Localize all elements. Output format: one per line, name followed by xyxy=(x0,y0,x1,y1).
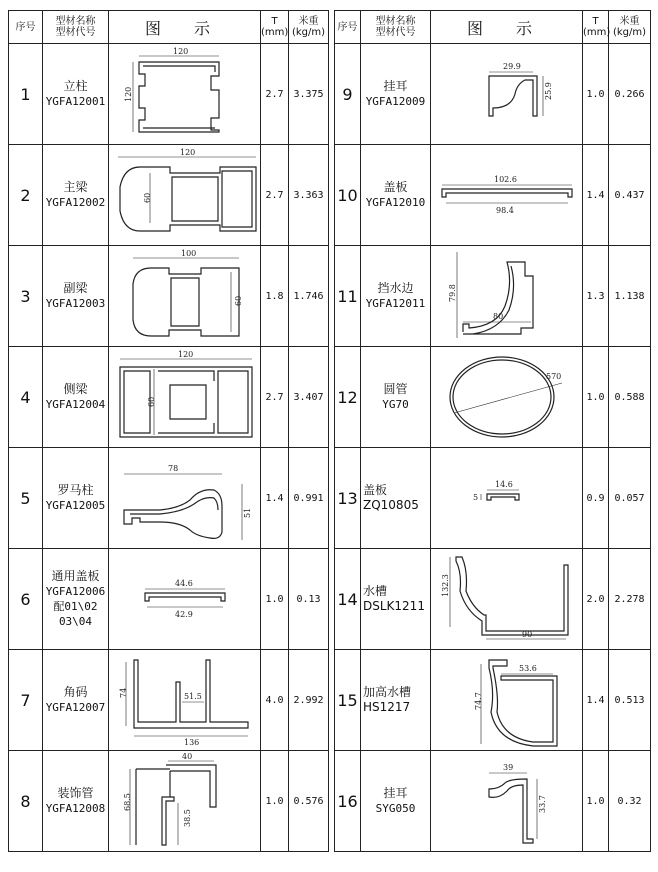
thickness-value: 2.7 xyxy=(261,145,289,246)
water-stop-edge-drawing xyxy=(437,248,577,344)
header-t-label: T xyxy=(271,16,278,27)
dim-height: 74 xyxy=(118,687,128,698)
header-type-name: 型材名称 xyxy=(55,16,96,27)
profile-name-text: 挂耳 xyxy=(383,786,408,800)
weight-value: 0.513 xyxy=(609,650,651,751)
roman-column-drawing xyxy=(110,450,260,546)
header-w-unit: (kg/m) xyxy=(612,27,647,38)
profile-figure xyxy=(431,751,583,852)
profile-name-text: 立柱 xyxy=(63,79,88,93)
profile-name xyxy=(43,751,109,852)
profile-name xyxy=(43,347,109,448)
row-number: 9 xyxy=(335,44,361,145)
profile-name-text: 罗马柱 xyxy=(57,483,94,497)
dim-width: 80 xyxy=(492,312,503,321)
profile-code: YGFA12003 xyxy=(45,297,106,310)
weight-value: 0.991 xyxy=(289,448,329,549)
profile-name xyxy=(43,246,109,347)
dim-width: 40 xyxy=(181,753,192,761)
table-row xyxy=(9,246,329,347)
thickness-value: 1.4 xyxy=(261,448,289,549)
thickness-value: 2.7 xyxy=(261,347,289,448)
table-row xyxy=(9,549,329,650)
profile-name xyxy=(361,448,431,549)
row-number: 5 xyxy=(9,448,43,549)
header-weight xyxy=(289,11,329,44)
profile-code: YGFA12007 xyxy=(45,701,106,714)
header-figure: 图 示 xyxy=(109,11,261,44)
profile-figure xyxy=(431,650,583,751)
main-beam-drawing xyxy=(110,147,260,243)
profile-figure xyxy=(109,246,261,347)
dim-width: 78 xyxy=(167,464,178,473)
row-number: 13 xyxy=(335,448,361,549)
weight-value: 3.363 xyxy=(289,145,329,246)
profile-name xyxy=(361,549,431,650)
row-number: 11 xyxy=(335,246,361,347)
thickness-value: 1.0 xyxy=(583,44,609,145)
weight-value: 1.746 xyxy=(289,246,329,347)
weight-value: 0.13 xyxy=(289,549,329,650)
dim-height: 68.5 xyxy=(122,793,132,811)
row-number: 2 xyxy=(9,145,43,246)
column-profile-drawing xyxy=(115,46,255,142)
header-figure: 图 示 xyxy=(431,11,583,44)
profile-code: YGFA12010 xyxy=(365,196,426,209)
weight-value: 0.437 xyxy=(609,145,651,246)
header-w-label: 米重 xyxy=(619,16,640,27)
profile-code: YGFA12004 xyxy=(45,398,106,411)
profile-name-text: 通用盖板 xyxy=(51,569,100,583)
profile-figure xyxy=(431,448,583,549)
weight-value: 3.375 xyxy=(289,44,329,145)
profile-figure xyxy=(431,246,583,347)
thickness-value: 2.7 xyxy=(261,44,289,145)
header-type-code: 型材代号 xyxy=(375,27,416,38)
profile-name-text: 水槽DSLK1211 xyxy=(363,584,425,613)
profile-name xyxy=(43,549,109,650)
header-type xyxy=(361,11,431,44)
profile-figure xyxy=(109,650,261,751)
profile-name xyxy=(43,650,109,751)
dim-width: 136 xyxy=(183,738,199,747)
profile-name-text: 加高水槽HS1217 xyxy=(363,685,412,714)
dim-height: 74.7 xyxy=(473,692,483,710)
table-row xyxy=(335,347,651,448)
cover-board-drawing xyxy=(432,147,582,243)
dim-height: 132.3 xyxy=(440,574,450,597)
row-number: 6 xyxy=(9,549,43,650)
profile-name-text: 盖板ZQ10805 xyxy=(363,483,419,512)
weight-value: 0.32 xyxy=(609,751,651,852)
header-thickness xyxy=(261,11,289,44)
profile-name xyxy=(361,145,431,246)
profile-name xyxy=(361,650,431,751)
thickness-value: 1.3 xyxy=(583,246,609,347)
profile-name-text: 挡水边 xyxy=(377,281,414,295)
weight-value: 3.407 xyxy=(289,347,329,448)
profile-code: YGFA12002 xyxy=(45,196,106,209)
weight-value: 2.992 xyxy=(289,650,329,751)
dim-height: 33.7 xyxy=(537,795,547,813)
profile-name-text: 圆管 xyxy=(383,382,408,396)
profile-figure xyxy=(431,549,583,650)
profile-code: YGFA12011 xyxy=(365,297,426,310)
profile-name-text: 侧梁 xyxy=(63,382,88,396)
header-type-code: 型材代号 xyxy=(55,27,96,38)
profile-figure xyxy=(109,448,261,549)
thickness-value: 4.0 xyxy=(261,650,289,751)
profile-name-text: 副梁 xyxy=(63,281,88,295)
thickness-value: 2.0 xyxy=(583,549,609,650)
sink-drawing xyxy=(432,551,582,647)
dim-height: 120 xyxy=(123,86,133,102)
raised-sink-drawing xyxy=(437,652,577,748)
table-row xyxy=(9,347,329,448)
weight-value: 2.278 xyxy=(609,549,651,650)
corner-bracket-drawing xyxy=(110,652,260,748)
header-type xyxy=(43,11,109,44)
table-row xyxy=(335,44,651,145)
dim-width: 44.6 xyxy=(174,579,193,588)
row-number: 10 xyxy=(335,145,361,246)
dim-height: 5 xyxy=(472,493,478,502)
profile-table-right xyxy=(334,10,651,852)
profile-code: YG70 xyxy=(382,398,409,411)
row-number: 7 xyxy=(9,650,43,751)
dim-width: 120 xyxy=(177,350,193,359)
dim-inner-width: 42.9 xyxy=(174,610,193,619)
thickness-value: 1.4 xyxy=(583,650,609,751)
profile-figure xyxy=(109,751,261,852)
dim-width: 102.6 xyxy=(493,175,517,184)
thickness-value: 1.0 xyxy=(261,549,289,650)
profile-name xyxy=(43,145,109,246)
profile-name-text: 盖板 xyxy=(383,180,408,194)
dim-height: 60 xyxy=(146,396,156,407)
thickness-value: 1.4 xyxy=(583,145,609,246)
dim-height: 60 xyxy=(142,192,152,203)
header-w-unit: (kg/m) xyxy=(291,27,326,38)
weight-value: 0.576 xyxy=(289,751,329,852)
profile-code: YGFA12005 xyxy=(45,499,106,512)
row-number: 15 xyxy=(335,650,361,751)
header-weight xyxy=(609,11,651,44)
profile-name-text: 装饰管 xyxy=(57,786,94,800)
dim-inner-height: 38.5 xyxy=(182,809,192,827)
weight-value: 0.057 xyxy=(609,448,651,549)
dim-width: 53.6 xyxy=(518,664,537,673)
thickness-value: 1.0 xyxy=(583,751,609,852)
hanging-ear-2-drawing xyxy=(437,753,577,849)
header-t-label: T xyxy=(592,16,599,27)
profile-figure xyxy=(431,145,583,246)
header-type-name: 型材名称 xyxy=(375,16,416,27)
table-row xyxy=(335,246,651,347)
thickness-value: 1.0 xyxy=(583,347,609,448)
row-number: 16 xyxy=(335,751,361,852)
dim-width: 120 xyxy=(179,148,195,157)
row-number: 14 xyxy=(335,549,361,650)
profile-code-extra: 03\04 xyxy=(58,615,93,628)
profile-figure xyxy=(431,44,583,145)
profile-figure xyxy=(431,347,583,448)
table-row xyxy=(9,751,329,852)
profile-figure xyxy=(109,145,261,246)
profile-name xyxy=(361,246,431,347)
table-row xyxy=(335,650,651,751)
table-row xyxy=(9,145,329,246)
dim-height: 25.9 xyxy=(543,82,553,100)
weight-value: 1.138 xyxy=(609,246,651,347)
decorative-tube-drawing xyxy=(110,753,260,849)
row-number: 1 xyxy=(9,44,43,145)
thickness-value: 1.8 xyxy=(261,246,289,347)
table-row xyxy=(9,650,329,751)
thickness-value: 1.0 xyxy=(261,751,289,852)
header-t-unit: (mm) xyxy=(583,27,611,38)
dim-diameter: 570 xyxy=(545,372,561,381)
profile-code: YGFA12008 xyxy=(45,802,106,815)
profile-name xyxy=(361,44,431,145)
header-seq: 序号 xyxy=(9,11,43,44)
dim-width: 39 xyxy=(502,763,513,772)
profile-figure xyxy=(109,44,261,145)
profile-figure xyxy=(109,549,261,650)
hanging-ear-drawing xyxy=(437,46,577,142)
profile-figure xyxy=(109,347,261,448)
dim-width: 120 xyxy=(172,47,188,56)
profile-name xyxy=(361,347,431,448)
header-seq: 序号 xyxy=(335,11,361,44)
table-row xyxy=(335,448,651,549)
dim-width: 29.9 xyxy=(502,62,521,71)
cover-plate-drawing xyxy=(115,551,255,647)
header-t-unit: (mm) xyxy=(261,27,289,38)
weight-value: 0.266 xyxy=(609,44,651,145)
row-number: 8 xyxy=(9,751,43,852)
table-header xyxy=(335,11,651,44)
dim-mid-width: 51.5 xyxy=(183,692,202,701)
profile-code: SYG050 xyxy=(375,802,416,815)
row-number: 12 xyxy=(335,347,361,448)
dim-inner-width: 98.4 xyxy=(495,206,514,215)
table-header xyxy=(9,11,329,44)
dim-height: 60 xyxy=(233,295,243,306)
small-cover-drawing xyxy=(437,450,577,546)
dim-height: 79.8 xyxy=(447,284,457,302)
profile-name-text: 挂耳 xyxy=(383,79,408,93)
dim-height: 51 xyxy=(242,507,252,518)
table-row xyxy=(9,44,329,145)
profile-table-left xyxy=(8,10,329,852)
header-thickness xyxy=(583,11,609,44)
profile-name xyxy=(43,44,109,145)
weight-value: 0.588 xyxy=(609,347,651,448)
profile-code-extra: 配01\02 xyxy=(53,600,98,613)
profile-code: YGFA12009 xyxy=(365,95,426,108)
profile-code: YGFA12006 xyxy=(45,585,106,598)
profile-name-text: 主梁 xyxy=(63,180,88,194)
dim-width: 100 xyxy=(180,249,196,258)
table-row xyxy=(9,448,329,549)
side-beam-drawing xyxy=(110,349,260,445)
dim-width: 14.6 xyxy=(494,480,513,489)
thickness-value: 0.9 xyxy=(583,448,609,549)
profile-name-text: 角码 xyxy=(63,685,88,699)
table-row xyxy=(335,145,651,246)
profile-name xyxy=(361,751,431,852)
header-w-label: 米重 xyxy=(298,16,319,27)
table-row xyxy=(335,751,651,852)
secondary-beam-drawing xyxy=(115,248,255,344)
profile-code: YGFA12001 xyxy=(45,95,106,108)
profile-name xyxy=(43,448,109,549)
row-number: 3 xyxy=(9,246,43,347)
table-row xyxy=(335,549,651,650)
dim-width: 90 xyxy=(521,630,532,639)
row-number: 4 xyxy=(9,347,43,448)
round-tube-drawing xyxy=(432,349,582,445)
